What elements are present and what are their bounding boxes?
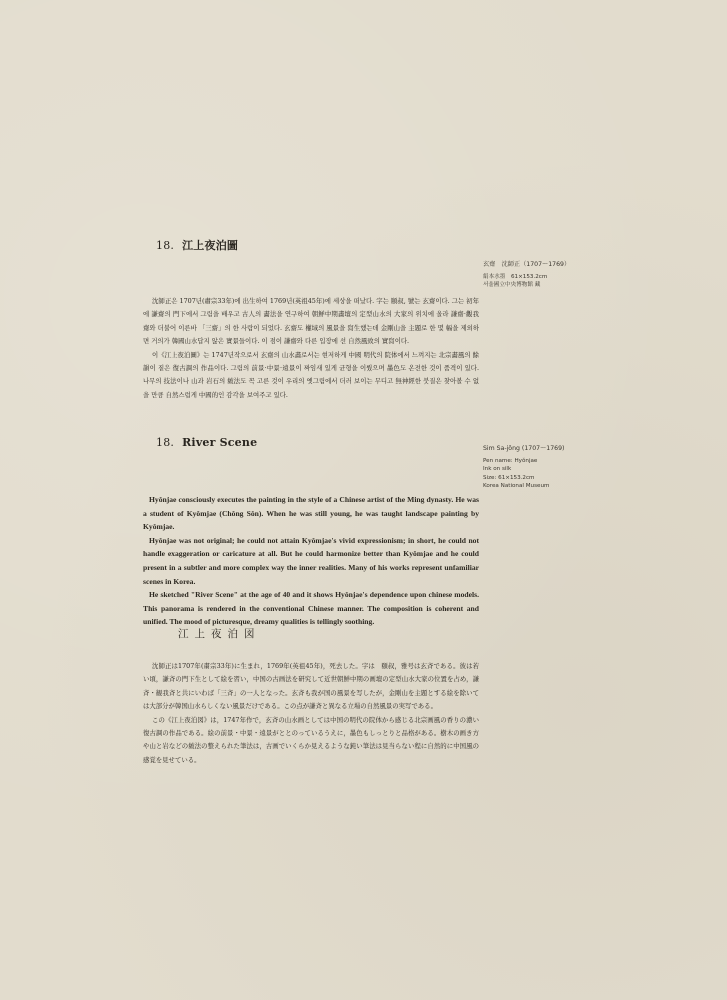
japanese-title: 江上夜泊図 [178, 628, 261, 640]
korean-title: 江上夜泊圖 [182, 239, 239, 252]
medium-line: Ink on silk [483, 466, 512, 472]
korean-paragraph: 이《江上夜泊圖》는 1747년작으로서 玄齋의 山水畵로서는 현저하게 中國 明代의 院体에서 느껴지는 北宗畵風의 餘韻이 짙은 復古調의 作品이다. 그림의 前景·中景·遠景이 짜임새 있게 균형을 이뤘으며 墨色도 온전한 것이 품격이 있다. 나무의 技法이나 山과 岩石의 皴法도 꼭 고른 것이 우리의 옛그림에서 더러 보이는 무디고 無神經한 붓질은 찾아볼 수 없을 만큼 自然스럽게 中國的인 감각을 보여주고 있다. [143, 350, 479, 399]
plate-number: 18. [156, 436, 175, 449]
korean-section-heading [156, 237, 238, 253]
english-paragraph: He sketched "River Scene" at the age of 40 and it shows Hyŏnjae's dependence upon chinese models. This panorama is rendered in the conventional Chinese manner. The composition is coherent and unified. The mood of picturesque, dreamy qualities is tellingly soothing. [143, 590, 479, 627]
english-section-heading [156, 436, 257, 449]
pen-name-line: Pen name: Hyŏnjae [483, 457, 538, 464]
japanese-paragraph: 沈師正は1707年(粛宗33年)に生まれ，1769年(英祖45年)，死去した。字は 頤叔，雅号は玄斉である。彼は若い頃，謙斉の門下生として絵を習い，中国の古画法を研究して近世朝鮮中期の画壇の定型山水大家の位置を占め，謙斉・観我斉と共にいわば「三斉」の一人となった。玄斉も我が国の風景を写したが，金剛山を主題とする絵を除いては大部分が韓国山水らしくない風景だけである。この点が謙斉と異なる立場の自然風景の実写である。 [143, 662, 479, 711]
english-artwork-meta [483, 445, 564, 491]
english-paragraph: Hyŏnjae was not original; he could not attain Kyŏmjae's vivid expressionism; in short, he could not handle exaggeration or caricature at all. But he could harmonize better than Kyŏmjae and he could present in a subtler and more complex way the inner realities. Many of his works represent unfamiliar scenes in Korea. [143, 535, 479, 586]
english-body [143, 493, 479, 629]
english-title: River Scene [182, 436, 258, 449]
collection-line: Korea National Museum [483, 483, 550, 489]
artist-line: Sim Sa-jŏng (1707～1769) [483, 445, 565, 452]
size-line: Size: 61×153.2cm [483, 474, 535, 481]
japanese-paragraph: この《江上夜泊図》は，1747年作で，玄斉の山水画としては中国の明代の院体から感じる北宗画風の香りの濃い復古調の作品である。絵の前景・中景・遠景がととのっているうえに，墨色もしっとりと品格がある。樹木の画き方や山と岩などの皴法の整えられた筆法は，古画でいくらか見えるような鈍い筆法は見当らない程に自然的に中国風の感覚を見せている。 [143, 715, 479, 764]
korean-artwork-meta [483, 261, 570, 290]
plate-number: 18. [156, 239, 175, 252]
japanese-body [143, 660, 479, 767]
english-paragraph: Hyŏnjae consciously executes the painting in the style of a Chinese artist of the Ming dynasty. He was a student of Kyŏmjae (Chŏng Sŏn). When he was still young, he was taught landscape painting by Kyŏmjae. [143, 495, 479, 532]
collection-line: 서울國立中央博物館 藏 [483, 282, 541, 288]
medium-size-line: 絹本水墨 61×153.2cm [483, 273, 548, 280]
artist-line: 玄齋 沈師正（1707～1769） [483, 261, 571, 268]
korean-body [143, 295, 479, 402]
korean-paragraph: 沈師正은 1707년(肅宗33年)에 出生하여 1769년(英祖45年)에 세상을 떠났다. 字는 頤叔, 號는 玄齋이다. 그는 初年에 謙齋의 門下에서 그림을 배우고 古人의 畵法을 연구하여 朝鮮中期畵壇의 定型山水의 大家의 위치에 올라 謙齋·觀我齋와 더불어 이른바 「三齋」의 한 사람이 되었다. 玄齋도 權域의 風景을 寫生했는데 金剛山을 主題로 한 몇 幅을 제외하면 거의가 韓國山水답지 않은 實景들이다. 이 점이 謙齋와 다른 입장에 선 自然風致의 實寫이다. [143, 297, 479, 346]
